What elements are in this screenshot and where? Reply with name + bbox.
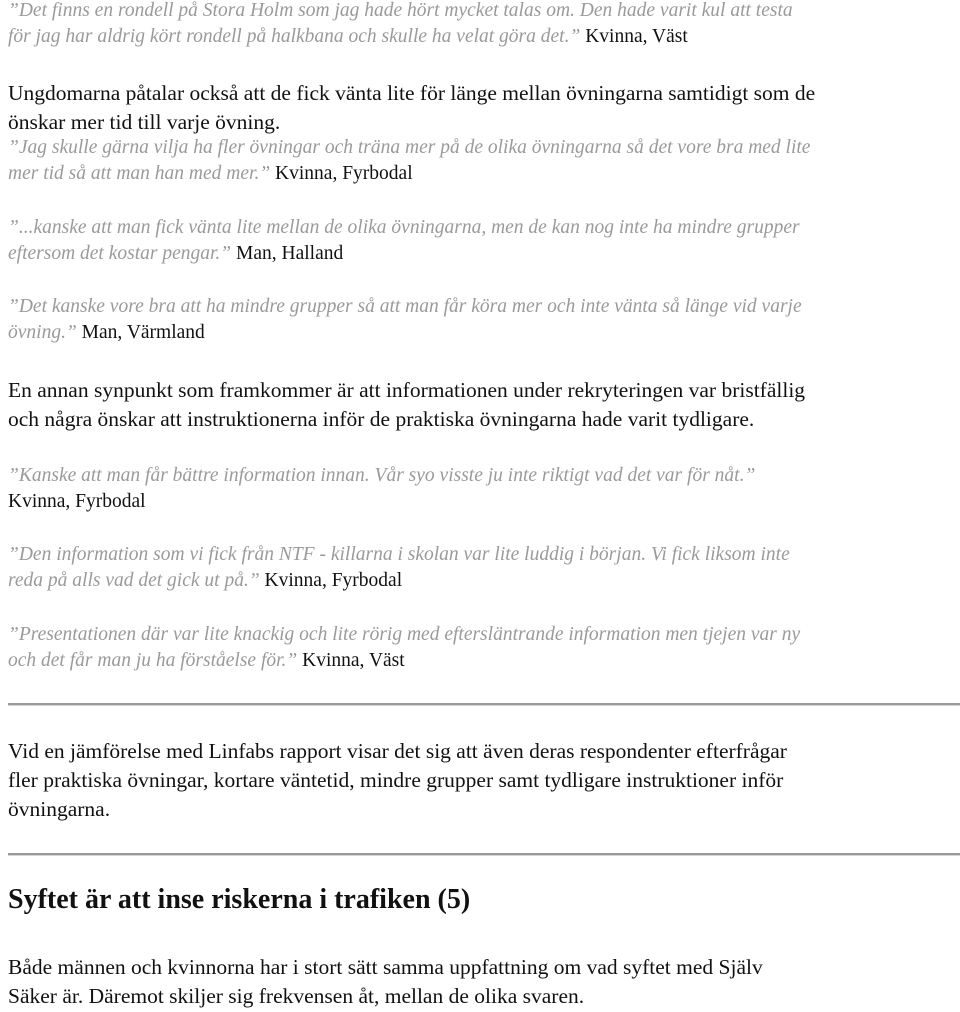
paragraph-line: Säker är. Däremot skiljer sig frekvensen åt, mellan de olika svaren. — [8, 984, 585, 1008]
quote-stora-holm — [8, 0, 956, 50]
quote-text: övning.” — [8, 322, 77, 343]
quote-text: ”...kanske att man fick vänta lite mellan de olika övningarna, men de kan nog inte ha mindre grupper — [8, 217, 800, 238]
quote-text: ”Det finns en rondell på Stora Holm som jag hade hört mycket talas om. Den hade varit kul att testa — [8, 0, 793, 21]
quote-line — [8, 161, 956, 187]
paragraph-line: En annan synpunkt som framkommer är att informationen under rekryteringen var bristfällig — [8, 378, 806, 402]
quote-line — [8, 24, 956, 50]
paragraph-line: fler praktiska övningar, kortare väntetid, mindre grupper samt tydligare instruktioner inför — [8, 768, 784, 792]
quote-speaker: Kvinna, Fyrbodal — [8, 491, 146, 512]
quote-text: ”Jag skulle gärna vilja ha fler övningar och träna mer på de olika övningarna så det vore bra med lite — [8, 137, 811, 158]
quote-text: ”Presentationen där var lite knackig och lite rörig med eftersläntrande information men tjejen var ny — [8, 624, 801, 645]
quote-line — [8, 135, 956, 161]
quote-better-information — [8, 463, 956, 515]
quote-text: ”Kanske att man får bättre information innan. Vår syo visste ju inte riktigt vad det var för nåt.” — [8, 465, 756, 486]
quote-line — [8, 568, 956, 594]
quote-text: för jag har aldrig kört rondell på halkbana och skulle ha velat göra det.” — [8, 26, 581, 47]
quote-line — [8, 0, 956, 24]
quote-text: ”Det kanske vore bra att ha mindre grupper så att man får köra mer och inte vänta så länge vid varje — [8, 296, 802, 317]
quote-speaker: Man, Värmland — [76, 322, 205, 343]
quote-text: ”Den information som vi fick från NTF - killarna i skolan var lite luddig i början. Vi fick liksom inte — [8, 544, 790, 565]
quote-more-exercises — [8, 135, 956, 187]
quote-line — [8, 542, 956, 568]
quote-line — [8, 294, 956, 320]
quote-speaker: Kvinna, Väst — [580, 26, 688, 47]
paragraph-line: Vid en jämförelse med Linfabs rapport visar det sig att även deras respondenter efterfrågar — [8, 739, 787, 763]
quote-speaker: Man, Halland — [231, 243, 344, 264]
quote-smaller-groups-drive-more — [8, 294, 956, 346]
quote-presentation — [8, 622, 956, 674]
quote-line — [8, 648, 956, 674]
quote-line — [8, 489, 956, 515]
paragraph-waiting-time — [8, 79, 956, 137]
quote-text: mer tid så att man han med mer.” — [8, 163, 271, 184]
paragraph-line: önskar mer tid till varje övning. — [8, 110, 281, 134]
quote-line — [8, 320, 956, 346]
quote-line — [8, 622, 956, 648]
paragraph-line: övningarna. — [8, 797, 111, 821]
paragraph-line: Ungdomarna påtalar också att de fick vänta lite för länge mellan övningarna samtidigt som de — [8, 81, 816, 105]
quote-smaller-groups-cost — [8, 215, 956, 267]
quote-text: eftersom det kostar pengar.” — [8, 243, 232, 264]
section-divider — [8, 703, 960, 706]
section-heading: Syftet är att inse riskerna i trafiken (5) — [8, 884, 471, 915]
section-divider — [8, 853, 960, 856]
quote-line — [8, 463, 956, 489]
quote-line — [8, 241, 956, 267]
quote-speaker: Kvinna, Väst — [297, 650, 405, 671]
paragraph-line: Både männen och kvinnorna har i stort sätt samma uppfattning om vad syftet med Själv — [8, 955, 763, 979]
paragraph-linfab-comparison — [8, 737, 956, 824]
quote-speaker: Kvinna, Fyrbodal — [270, 163, 413, 184]
quote-ntf-information — [8, 542, 956, 594]
paragraph-line: och några önskar att instruktionerna inför de praktiska övningarna hade varit tydligare. — [8, 407, 755, 431]
paragraph-information — [8, 376, 956, 434]
quote-speaker: Kvinna, Fyrbodal — [259, 570, 403, 591]
quote-line — [8, 215, 956, 241]
quote-text: och det får man ju ha förståelse för.” — [8, 650, 298, 671]
quote-text: reda på alls vad det gick ut på.” — [8, 570, 260, 591]
paragraph-purpose — [8, 953, 956, 1011]
